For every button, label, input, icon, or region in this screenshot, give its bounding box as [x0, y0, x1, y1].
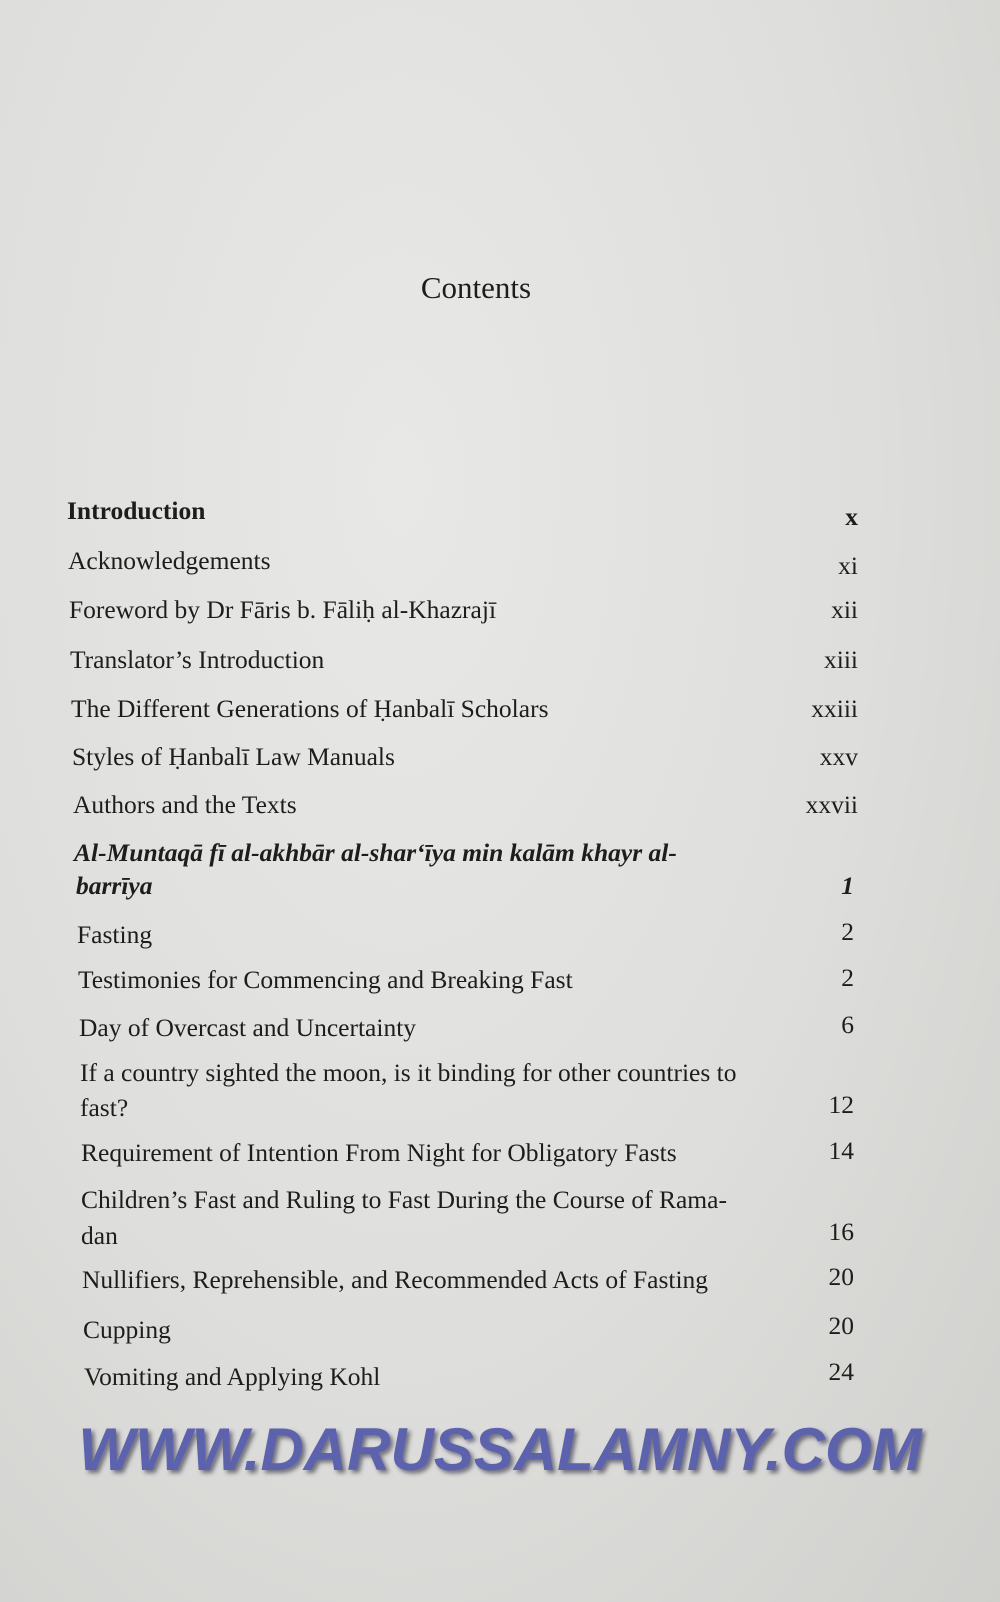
toc-entry-label-continued: dan — [81, 1221, 118, 1250]
toc-entry-label-continued: fast? — [80, 1093, 129, 1122]
toc-entry-label: If a country sighted the moon, is it binding for other countries to — [80, 1058, 737, 1087]
toc-entry-page: 20 — [828, 1262, 854, 1291]
toc-entry-label: Foreword by Dr Fāris b. Fāliḥ al-Khazrajī — [69, 595, 497, 624]
toc-entry-label: Acknowledgements — [68, 546, 271, 575]
toc-entry-label: The Different Generations of Ḥanbalī Scholars — [71, 694, 549, 723]
toc-entry-label-continued: barrīya — [76, 871, 153, 900]
toc-entry-label: Translator’s Introduction — [70, 645, 325, 674]
toc-entry-page: 2 — [841, 917, 854, 946]
toc-entry-label: Introduction — [67, 496, 206, 525]
toc-entry-page: 16 — [828, 1217, 854, 1246]
toc-entry-label: Children’s Fast and Ruling to Fast During the Course of Rama- — [81, 1185, 727, 1214]
watermark: WWW.DARUSSALAMNY.COM — [78, 1416, 922, 1483]
toc-entry-page: xxiii — [811, 694, 858, 723]
page-title: Contents — [420, 270, 532, 305]
toc-entry-label: Al-Muntaqā fī al-akhbār al-shar‘īya min kalām khayr al- — [74, 838, 677, 867]
toc-entry-label: Styles of Ḥanbalī Law Manuals — [72, 742, 395, 771]
toc-entry-page: x — [845, 502, 858, 531]
toc-entry-page: xi — [838, 551, 858, 580]
toc-entry-page: 14 — [828, 1136, 854, 1165]
toc-entry-label: Authors and the Texts — [73, 790, 297, 819]
toc-entry-label: Day of Overcast and Uncertainty — [79, 1013, 417, 1042]
toc-entry-page: xxv — [819, 742, 858, 771]
toc-entry-label: Cupping — [83, 1315, 171, 1344]
toc-entry-page: 6 — [841, 1010, 854, 1039]
toc-entry-page: 1 — [841, 871, 854, 900]
toc-entry-page: xxvii — [805, 790, 858, 819]
toc-entry-page: 12 — [828, 1090, 854, 1119]
toc-entry-page: 2 — [841, 963, 854, 992]
toc-entry-page: xiii — [823, 645, 858, 674]
toc-entry-label: Testimonies for Commencing and Breaking Fast — [78, 965, 573, 994]
toc-entry-label: Fasting — [77, 920, 153, 949]
toc-entry-page: 24 — [828, 1357, 854, 1386]
toc-entry-label: Vomiting and Applying Kohl — [84, 1362, 381, 1391]
toc-entry-label: Nullifiers, Reprehensible, and Recommended Acts of Fasting — [82, 1265, 709, 1294]
toc-entry-page: 20 — [828, 1311, 854, 1340]
toc-entry-label: Requirement of Intention From Night for Obligatory Fasts — [81, 1138, 677, 1167]
toc-entry-page: xii — [831, 595, 858, 624]
